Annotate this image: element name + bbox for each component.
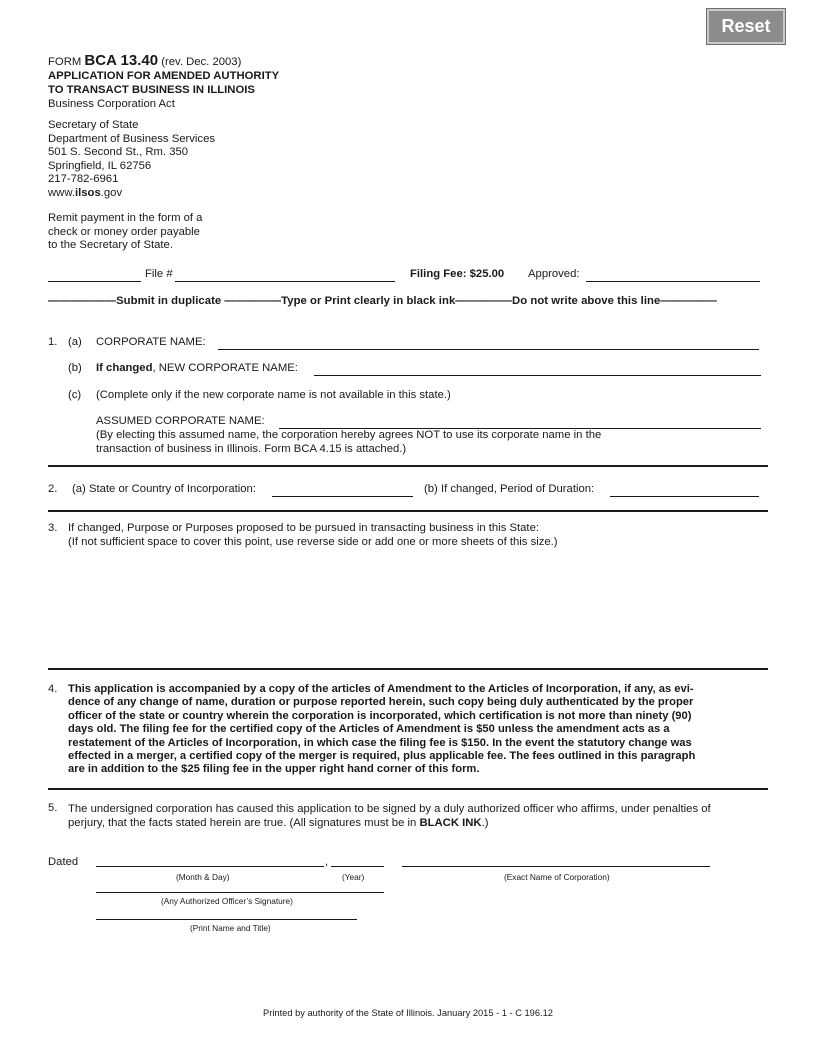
print-name-caption: (Print Name and Title) xyxy=(190,923,271,933)
remit-line1: Remit payment in the form of a xyxy=(48,212,203,224)
corporate-name-field[interactable] xyxy=(218,336,759,350)
file-number-field[interactable] xyxy=(175,268,395,282)
item4-line: restatement of the Articles of Incorporation, in which case the filing fee is $150. In the event the statutory change was xyxy=(68,736,692,749)
form-title-line2: TO TRANSACT BUSINESS IN ILLINOIS xyxy=(48,84,255,97)
website-suffix: .gov xyxy=(100,186,123,199)
remit-block xyxy=(48,212,202,253)
address-line4: Springfield, IL 62756 xyxy=(48,159,152,172)
item4-line: days old. The filing fee for the certified copy of the Articles of Amendment is $50 unless the amendment acts as a xyxy=(68,723,670,736)
form-title-line1: APPLICATION FOR AMENDED AUTHORITY xyxy=(48,70,280,83)
office-code-field[interactable] xyxy=(48,268,141,282)
dated-label: Dated xyxy=(48,856,79,868)
year-caption: (Year) xyxy=(342,872,365,882)
new-corporate-name-text: , NEW CORPORATE NAME: xyxy=(152,362,298,374)
month-day-field[interactable] xyxy=(96,853,324,867)
item1c-label: (c) xyxy=(68,389,82,401)
corporate-name-label: CORPORATE NAME: xyxy=(96,336,206,348)
website-domain: ilsos xyxy=(75,186,101,199)
website xyxy=(48,187,215,201)
approved-field[interactable] xyxy=(586,268,760,282)
item5-line1: The undersigned corporation has caused this application to be signed by a duly authorized officer who affirms, under penalties of xyxy=(68,803,711,815)
corporation-name-caption: (Exact Name of Corporation) xyxy=(504,872,610,882)
address-line3: 501 S. Second St., Rm. 350 xyxy=(48,146,189,158)
form-revision: (rev. Dec. 2003) xyxy=(158,56,242,68)
section-divider xyxy=(48,510,768,512)
purpose-instructions xyxy=(68,522,558,549)
item4-line: are in addition to the $25 filing fee in the upper right hand corner of this form. xyxy=(68,763,480,776)
section-divider xyxy=(48,668,768,670)
period-duration-label: (b) If changed, Period of Duration: xyxy=(424,483,595,495)
item2-number: 2. xyxy=(48,483,58,495)
item1-number: 1. xyxy=(48,336,58,348)
new-corporate-name-field[interactable] xyxy=(314,362,761,376)
address-line1: Secretary of State xyxy=(48,119,139,131)
approved-label: Approved: xyxy=(528,268,580,280)
address-block xyxy=(48,119,215,200)
corporation-name-field[interactable] xyxy=(402,853,710,867)
item5-line2 xyxy=(68,816,711,830)
website-prefix: www. xyxy=(48,186,75,199)
item4-number: 4. xyxy=(48,683,58,695)
assumed-name-field[interactable] xyxy=(279,415,761,429)
item1a-label: (a) xyxy=(68,336,82,348)
form-act: Business Corporation Act xyxy=(48,97,175,110)
purpose-textarea[interactable] xyxy=(68,552,768,660)
address-line2: Department of Business Services xyxy=(48,132,216,145)
date-comma: , xyxy=(325,856,329,868)
item5-line2-end: .) xyxy=(481,817,489,829)
item1c-instructions: (Complete only if the new corporate name is not available in this state.) xyxy=(96,389,451,401)
item4-line: dence of any change of name, duration or purpose reported herein, such copy being duly authenticated by the proper xyxy=(68,696,694,709)
item1b-label: (b) xyxy=(68,362,82,374)
instructions-line: ——————Submit in duplicate —————Type or Print clearly in black ink—————Do not write above this line————— xyxy=(48,295,718,307)
print-name-title-field[interactable] xyxy=(96,906,357,920)
officer-signature-caption: (Any Authorized Officer’s Signature) xyxy=(161,896,293,906)
section-divider xyxy=(48,788,768,790)
black-ink-emphasis: BLACK INK xyxy=(419,817,482,829)
filing-fee-label: Filing Fee: $25.00 xyxy=(410,268,505,280)
section-divider xyxy=(48,465,768,467)
footer-text: Printed by authority of the State of Illinois. January 2015 - 1 - C 196.12 xyxy=(263,1008,553,1018)
reset-button[interactable]: Reset xyxy=(707,9,785,44)
item5-number: 5. xyxy=(48,802,58,814)
purpose-line2: (If not sufficient space to cover this point, use reverse side or add one or more sheets of this size.) xyxy=(68,535,558,548)
assumed-name-note xyxy=(96,429,601,456)
address-phone: 217-782-6961 xyxy=(48,173,119,185)
item3-number: 3. xyxy=(48,522,58,534)
item4-line: This application is accompanied by a copy of the articles of Amendment to the Articles of Incorporation, if any, as evi- xyxy=(68,683,694,695)
form-number: BCA 13.40 xyxy=(84,52,159,69)
remit-line3: to the Secretary of State. xyxy=(48,239,173,251)
assumed-note-line2: transaction of business in Illinois. Form BCA 4.15 is attached.) xyxy=(96,442,407,455)
period-duration-field[interactable] xyxy=(610,483,759,497)
month-day-caption: (Month & Day) xyxy=(176,872,230,882)
assumed-name-label: ASSUMED CORPORATE NAME: xyxy=(96,415,265,427)
file-number-label: File # xyxy=(145,268,173,280)
form-prefix: FORM xyxy=(48,56,85,68)
item5-paragraph xyxy=(68,802,711,830)
assumed-note-line1: (By electing this assumed name, the corporation hereby agrees NOT to use its corporate name in the xyxy=(96,429,602,441)
if-changed-emphasis: If changed xyxy=(96,362,153,374)
form-header xyxy=(48,52,279,112)
state-incorporation-field[interactable] xyxy=(272,483,413,497)
item4-paragraph xyxy=(68,683,768,777)
form-id-line xyxy=(48,52,279,70)
purpose-line1: If changed, Purpose or Purposes proposed to be pursued in transacting business in this State: xyxy=(68,522,539,534)
item4-line: effected in a merger, a certified copy of the merger is required, plus applicable fee. The fees outlined in this paragraph xyxy=(68,750,696,763)
item5-line2-text: perjury, that the facts stated herein are true. (All signatures must be in xyxy=(68,817,420,829)
new-corporate-name-label xyxy=(96,362,298,376)
state-incorporation-label: (a) State or Country of Incorporation: xyxy=(72,483,256,495)
remit-line2: check or money order payable xyxy=(48,225,200,238)
officer-signature-field[interactable] xyxy=(96,879,384,893)
item4-line: officer of the state or country wherein the corporation is incorporated, which certification is not more than ninety (90) xyxy=(68,709,692,722)
year-field[interactable] xyxy=(331,853,384,867)
